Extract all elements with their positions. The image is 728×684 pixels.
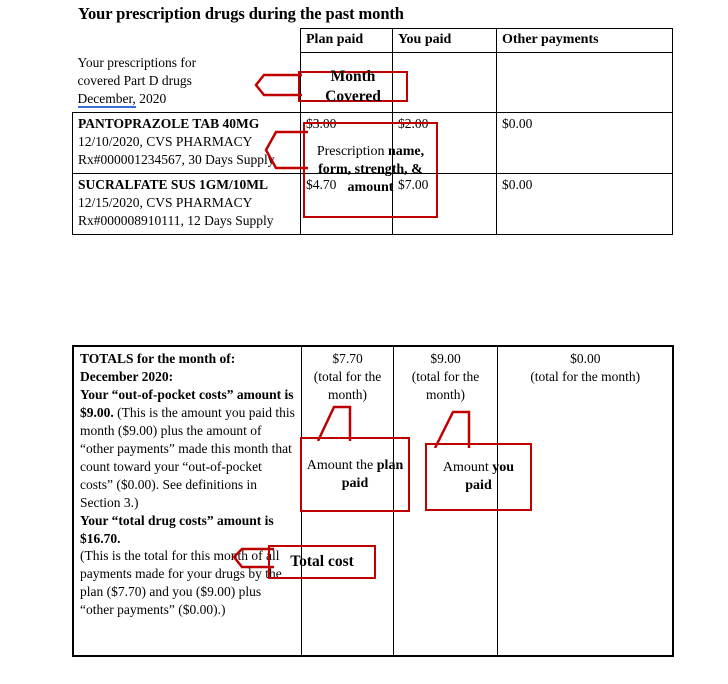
drug-fill-info: 12/10/2020, CVS PHARMACY <box>78 133 253 149</box>
cell-plan-paid: $3.00 <box>301 112 393 173</box>
drug-cell <box>73 112 301 173</box>
callout-amount-plan-paid <box>300 437 410 512</box>
totals-plan-paid-value: $7.70 <box>332 351 363 366</box>
callout-total-cost <box>268 545 376 579</box>
drug-rx-info: Rx#000008910111, 12 Days Supply <box>78 212 274 228</box>
totals-text-cell <box>73 346 301 656</box>
intro-year: 2020 <box>139 91 167 107</box>
intro-month: December, <box>77 91 136 107</box>
intro-blank-other <box>497 52 673 112</box>
callout-month-covered <box>298 67 408 105</box>
cell-you-paid: $7.00 <box>393 173 497 234</box>
intro-line-1: Your prescriptions for <box>77 55 197 71</box>
totals-heading-line-2: December 2020: <box>80 368 174 384</box>
callout-prescription-bold: name, form, strength, & amount <box>318 144 425 195</box>
totals-you-paid-note: (total for the month) <box>411 368 480 402</box>
intro-blank-you <box>393 52 497 112</box>
intro-cell <box>73 52 301 112</box>
totals-oop-paragraph <box>80 386 296 512</box>
cell-other-payments: $0.00 <box>497 173 673 234</box>
totals-drugcost-bold: Your “total drug costs” amount is $16.70. <box>80 512 274 546</box>
totals-heading-line-1: TOTALS for the month of: <box>80 351 236 366</box>
header-cell-other-payments: Other payments <box>497 29 673 53</box>
callout-plan-paid-bold: plan paid <box>341 457 404 491</box>
intro-line-2: covered Part D drugs <box>77 73 192 89</box>
callout-total-cost-label: Total cost <box>290 553 354 571</box>
header-cell-you-paid: You paid <box>393 29 497 53</box>
totals-plan-paid-note: (total for the month) <box>313 368 382 402</box>
totals-you-paid-value: $9.00 <box>430 351 461 366</box>
intro-line-3 <box>78 90 296 108</box>
drug-fill-info: 12/15/2020, CVS PHARMACY <box>78 194 253 210</box>
totals-drugcost-rest: (This is the total for this month of all payments made for your drugs by the plan ($7.70) and you ($9.00) plus “other payments” ($0.00).) <box>80 548 282 618</box>
cell-you-paid: $2.00 <box>393 112 497 173</box>
drug-name: SUCRALFATE SUS 1GM/10ML <box>78 176 269 192</box>
callout-month-covered-label: Month Covered <box>325 67 381 105</box>
table-header-row <box>73 29 673 53</box>
totals-oop-bold: Your “out-of-pocket costs” amount is $9.00. <box>80 386 294 420</box>
callout-you-paid-regular: Amount <box>442 460 493 476</box>
header-cell-plan-paid: Plan paid <box>301 29 393 53</box>
header-cell-blank <box>73 29 301 53</box>
cell-plan-paid: $4.70 <box>301 173 393 234</box>
drug-name: PANTOPRAZOLE TAB 40MG <box>78 115 260 131</box>
callout-you-paid-bold: you paid <box>465 460 515 493</box>
totals-other-payments-note: (total for the month) <box>530 368 641 384</box>
callout-prescription-regular: Prescription <box>316 144 385 160</box>
callout-plan-paid-regular: Amount the <box>306 457 377 473</box>
callout-prescription-info <box>303 122 438 218</box>
totals-oop-rest: (This is the amount you paid this month ($9.00) plus the amount of “other payments” made this month that count toward your “out-of-pocket costs” ($0.00). See definitions in Section 3.) <box>80 404 295 510</box>
drug-cell <box>73 173 301 234</box>
page-title: Your prescription drugs during the past month <box>78 4 404 23</box>
drug-rx-info: Rx#000001234567, 30 Days Supply <box>78 151 275 167</box>
totals-other-payments-value: $0.00 <box>570 351 601 366</box>
callout-amount-you-paid <box>425 443 532 511</box>
cell-other-payments: $0.00 <box>497 112 673 173</box>
